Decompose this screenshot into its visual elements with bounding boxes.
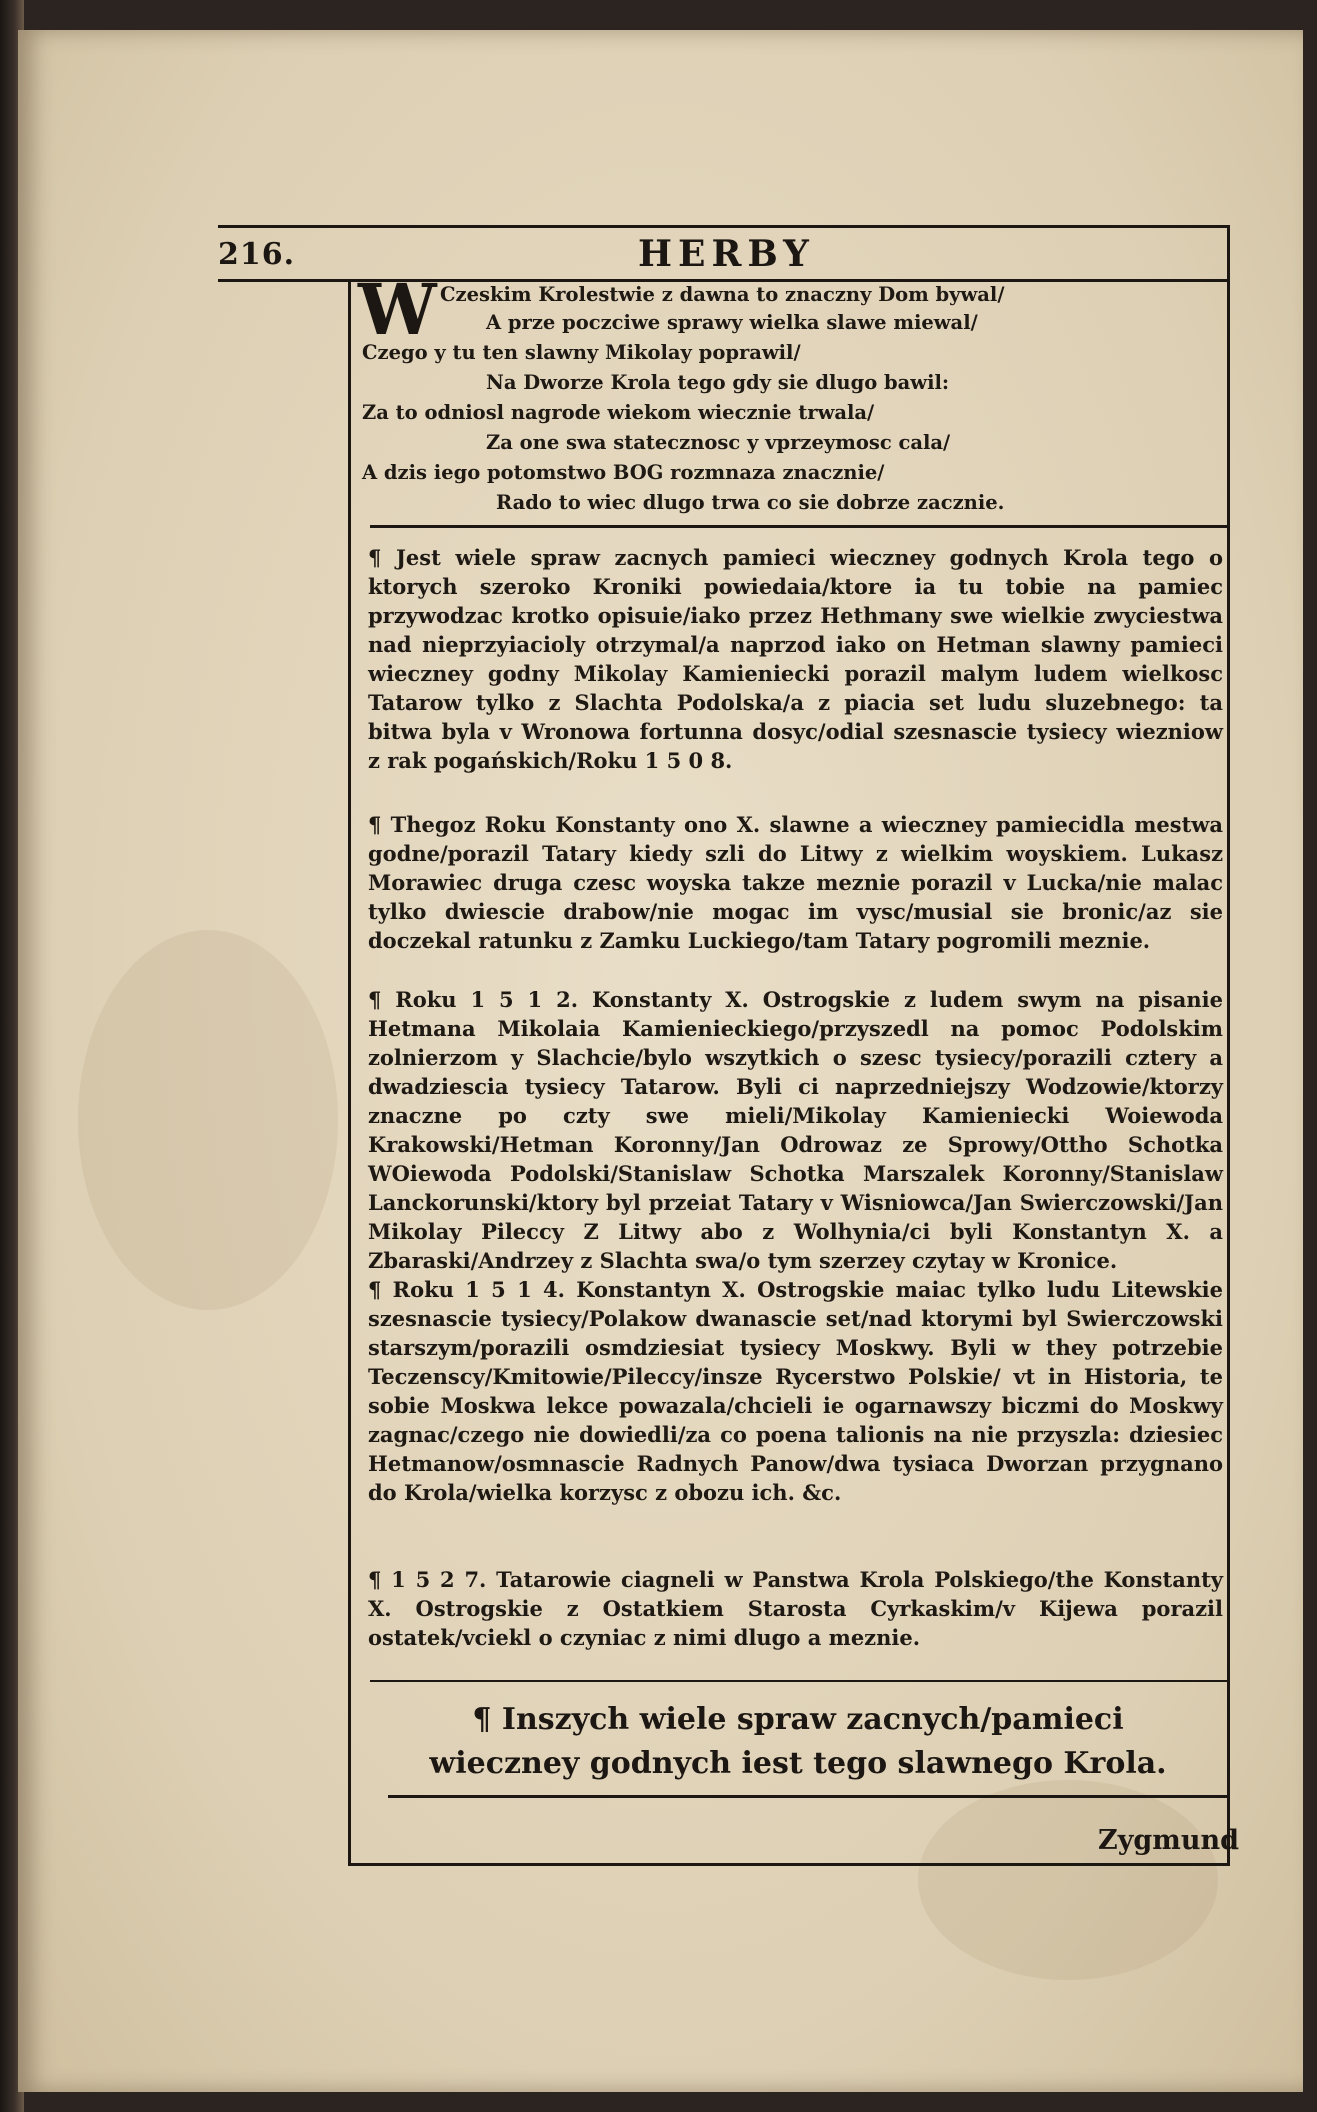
right-margin-rule [1227,225,1230,1865]
text-frame [218,225,1239,1865]
verse-line: A dzis iego potomstwo BOG rozmnaza znacznie/ [362,461,885,484]
page-number: 216. [218,237,296,272]
verse-line: Na Dworze Krola tego gdy sie dlugo bawil: [486,371,950,394]
paragraph-1: ¶ Jest wiele spraw zacnych pamieci wieczney godnych Krola tego o ktorych szeroko Kroniki powiedaia/ktore ia tu tobie na pamiec przywodzac krotko opisuie/iako przez Hethmany swe wielkie zwyciestwa nad nieprzyiacioly otrzymal/a naprzod iako on Hetman slawny pamieci wieczney godny Mikolay Kamieniecki porazil malym ludem wielkosc Tatarow tylko z Slachta Podolska/a z piacia set ludu sluzebnego: ta bitwa byla v Wronowa fortunna dosyc/odial szesnascie tysiecy wiezniow z rak pogańskich/Roku 1 5 0 8. [368,545,1223,773]
verse-line: A prze poczciwe sprawy wielka slawe miewal/ [486,311,978,334]
paragraph-2: ¶ Thegoz Roku Konstanty ono X. slawne a wieczney pamiecidla mestwa godne/porazil Tatary kiedy szli do Litwy z wielkim woyskiem. Lukasz Morawiec druga czesc woyska takze meznie porazil v Lucka/nie malac tylko dwiescie drabow/nie mogac im vysc/musial sie bronic/az sie doczekal ratunku z Zamku Luckiego/tam Tatary pogromili meznie. [368,812,1223,953]
verse-line: Za one swa statecznosc y vprzeymosc cala/ [486,431,951,454]
verse-line: Czeskim Krolestwie z dawna to znaczny Dom bywal/ [440,283,1005,306]
paragraph-3: ¶ Roku 1 5 1 2. Konstanty X. Ostrogskie z ludem swym na pisanie Hetmana Mikolaia Kamienieckiego/przyszedl na pomoc Podolskim zolnierzom y Slachcie/bylo wszytkich o szesc tysiecy/porazili cztery a dwadziescia tysiecy Tatarow. Byli ci naprzedniejszy Wodzowie/ktorzy znaczne po czty swe mieli/Mikolay Kamieniecki Woiewoda Krakowski/Hetman Koronny/Jan Odrowaz ze Sprowy/Ottho Schotka WOiewoda Podolski/Stanislaw Schotka Marszalek Koronny/Stanislaw Lanckorunski/ktory byl przeiat Tatary v Wisniowca/Jan Swierczowski/Jan Mikolay Pileccy Z Litwy abo z Wolhynia/ci byli Konstantyn X. a Zbaraski/Andrzey z Slachta swa/o tym szerzey czytay w Kronice. [368,987,1223,1273]
book-page [18,30,1303,2092]
closing-statement: ¶ Inszych wiele spraw zacnych/pamieci wieczney godnych iest tego slawnego Krola. [429,1702,1167,1781]
section-rule [370,525,1227,528]
decorated-initial: W [358,268,437,351]
closing-bottom-rule [388,1795,1227,1798]
running-title: HERBY [638,233,815,275]
verse-line: Rado to wiec dlugo trwa co sie dobrze zacznie. [496,491,1005,514]
left-margin-rule [348,279,351,1864]
closing-top-rule [370,1680,1227,1682]
paragraph-5: ¶ 1 5 2 7. Tatarowie ciagneli w Panstwa Krola Polskiego/the Konstanty X. Ostrogskie z Ostatkiem Starosta Cyrkaskim/v Kijewa porazil ostatek/vciekl o czyniac z nimi dlugo a meznie. [368,1567,1223,1650]
paragraph-4: ¶ Roku 1 5 1 4. Konstantyn X. Ostrogskie maiac tylko ludu Litewskie szesnascie tysiecy/Polakow dwanascie set/nad ktorymi byl Swierczowski starszym/porazili osmdziesiat tysiecy Moskwy. Byli w they potrzebie Teczenscy/Kmitowie/Pileccy/insze Rycerstwo Polskie/ vt in Historia, te sobie Moskwa lekce powazala/chcieli ie ogarnawszy biczmi do Moskwy zagnac/czego nie dowiedli/za co poena talionis na nie przyszla: dziesiec Hetmanow/osmnascie Radnych Panow/dwa tysiaca Dworzan przygnano do Krola/wielka korzysc z obozu ich. &c. [368,1277,1223,1505]
top-rule [218,225,1230,228]
verse-line: Za to odniosl nagrode wiekom wiecznie trwala/ [362,401,875,424]
bottom-rule [348,1863,1230,1866]
catchword: Zygmund [1098,1825,1239,1856]
verse-line: Czego y tu ten slawny Mikolay poprawil/ [362,341,801,364]
